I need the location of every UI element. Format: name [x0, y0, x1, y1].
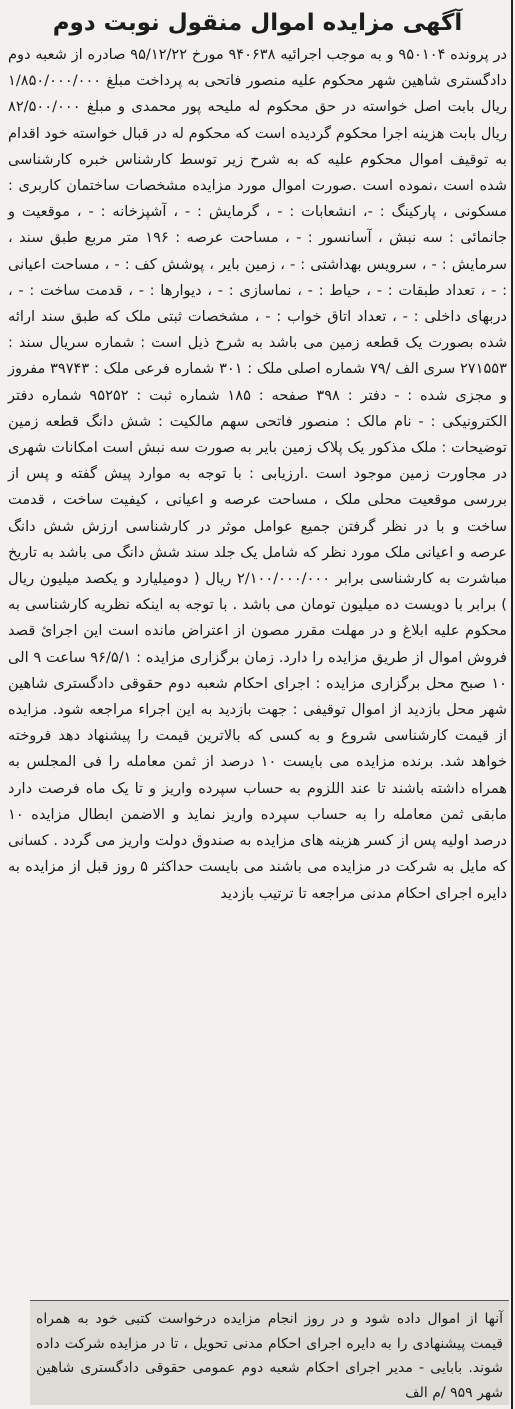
notice-footer: آنها از اموال داده شود و در روز انجام مزایده درخواست کتبی خود به همراه قیمت پیشنهادی را به دایره اجرای احکام مدنی تحویل ، تا در مزایده شرکت داده شوند. بابایی - مدیر اجرای احکام شعبه دوم عمومی حقوقی دادگستری شاهین شهر ۹۵۹ /م الف — [36, 1311, 503, 1401]
notice-footer-box — [30, 1300, 509, 1405]
notice-body: در پرونده ۹۵۰۱۰۴ و به موجب اجرائیه ۹۴۰۶۳۸ مورخ ۹۵/۱۲/۲۲ صادره از شعبه دوم دادگستری شاهین شهر محکوم علیه منصور فاتحی به پرداخت مبلغ ۱/۸۵۰/۰۰۰/۰۰۰ ریال بابت اصل خواسته در حق محکوم له ملیحه پور محمدی و مبلغ ۸۲/۵۰۰/۰۰۰ ریال بابت هزینه اجرا محکوم گردیده است که محکوم له در قبال خواسته خود اقدام به توقیف اموال محکوم علیه که به شرح زیر توسط کارشناس خبره کارشناسی شده است ،نموده است .صورت اموال مورد مزایده مشخصات ساختمان کاربری : مسکونی ، پارکینگ : -، انشعابات : - ، گرمایش : - ، آشپزخانه : - ، موقعیت و جانمائی : سه نبش ، آسانسور : - ، مساحت عرصه : ۱۹۶ متر مربع طبق سند ، سرمایش : - ، سرویس بهداشتی : - ، زمین بایر ، پوشش کف : - ، مساحت اعیانی : - ، تعداد طبقات : - ، حیاط : - ، نماسازی : - ، دیوارها : - ، قدمت ساخت : - ، دربهای داخلی : - ، تعداد اتاق خواب : - ، مشخصات ثبتی ملک که طبق سند ارائه شده بصورت یک قطعه زمین می باشد به شرح ذیل است : شماره سریال سند : ۲۷۱۵۵۳ سری الف /۷۹ شماره اصلی ملک : ۳۰۱ شماره فرعی ملک : ۳۹۷۴۳ مفروز و مجزی شده : - دفتر : ۳۹۸ صفحه : ۱۸۵ شماره ثبت : ۹۵۲۵۲ شماره دفتر الکترونیکی : - نام مالک : منصور فاتحی سهم مالکیت : شش دانگ قطعه زمین توضیحات : ملک مذکور یک پلاک زمین بایر به صورت سه نبش است امکانات شهری در مجاورت زمین موجود است .ارزیابی : با توجه به موارد پیش گفته و پس از بررسی موقعیت محلی ملک ، مساحت عرصه و اعیانی ، کیفیت ساخت ، قدمت ساخت و با در نظر گرفتن جمیع عوامل موثر در کارشناسی ارزش شش دانگ عرصه و اعیانی ملک مورد نظر که شامل یک جلد سند شش دانگ می باشد به تاریخ مباشرت به کارشناسی برابر ۲/۱۰۰/۰۰۰/۰۰۰ ریال ( دومیلیارد و یکصد میلیون ریال ) برابر با دویست ده میلیون تومان می باشد . با توجه به اینکه نظریه کارشناسی به محکوم علیه ابلاغ و در مهلت مقرر مصون از اعتراض مانده است این اجرائ قصد فروش اموال از طریق مزایده را دارد. زمان برگزاری مزایده : ۹۶/۵/۱ ساعت ۹ الی ۱۰ صبح محل برگزاری مزایده : اجرای احکام شعبه دوم حقوقی دادگستری شاهین شهر محل بازدید از اموال توقیفی : جهت بازدید به این اجراء مراجعه شود. مزایده از قیمت کارشناسی شروع و به کسی که بالاترین قیمت را پیشنهاد دهد فروخته خواهد شد. برنده مزایده می بایست ۱۰ درصد از ثمن معامله را فی المجلس به همراه داشته باشند تا عند اللزوم به حساب سپرده واریز و تا یک ماه فرصت دارد مابقی ثمن معامله را به حساب سپرده واریز نماید و الاضمن ابطال مزایده ۱۰ درصد اولیه پس از کسر هزینه های مزایده به صندوق دولت واریز می گردد . کسانی که مایل به شرکت در مزایده می باشند می بایست حداکثر ۵ روز قبل از مزایده به دایره اجرای احکام مدنی مراجعه تا ترتیب بازدید — [8, 46, 508, 902]
notice-title: آگهی مزایده اموال منقول نوبت دوم — [52, 10, 463, 36]
clipping-edge-line — [511, 0, 513, 1409]
